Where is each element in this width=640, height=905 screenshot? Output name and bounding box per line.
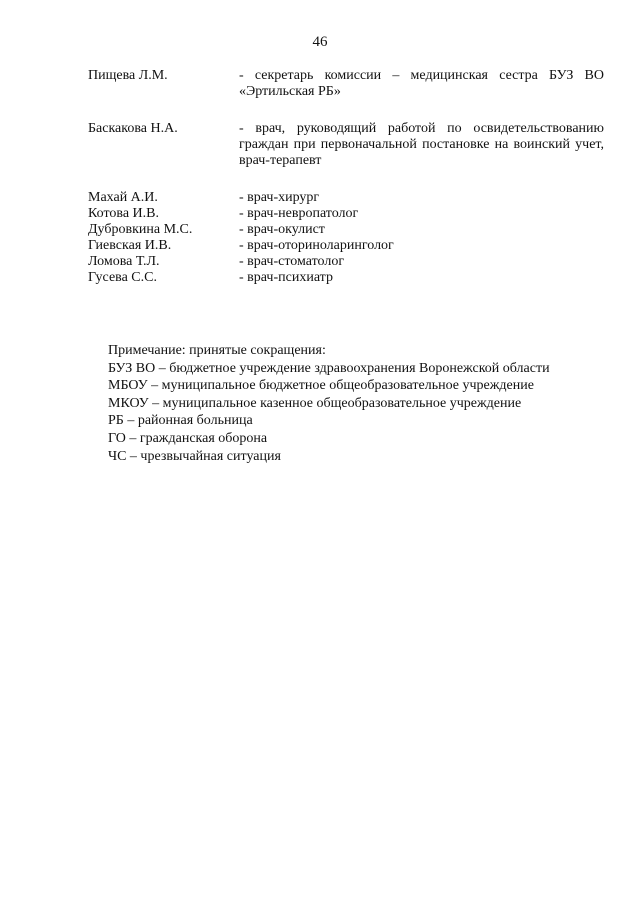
member-role: - врач, руководящий работой по освидетельствованию граждан при первоначальной постановке на воинский учет, врач-терапевт [239, 121, 604, 168]
abbreviations-note [108, 342, 578, 465]
member-row [88, 270, 604, 286]
member-name: Баскакова Н.А. [88, 121, 178, 136]
member-role: - врач-хирург [239, 190, 320, 205]
member-row [88, 190, 604, 206]
member-name: Гусева С.С. [88, 270, 157, 285]
member-role: - секретарь комиссии – медицинская сестра БУЗ ВО «Эртильская РБ» [239, 68, 604, 99]
abbreviation-item: БУЗ ВО – бюджетное учреждение здравоохранения Воронежской области [108, 360, 550, 376]
abbreviation-item: МКОУ – муниципальное казенное общеобразовательное учреждение [108, 395, 522, 411]
member-row [88, 121, 604, 169]
page-number: 46 [312, 34, 328, 50]
member-name: Дубровкина М.С. [88, 222, 193, 237]
note-heading: Примечание: принятые сокращения: [108, 343, 326, 358]
commission-members-list [88, 68, 604, 286]
member-row [88, 254, 604, 270]
member-row [88, 222, 604, 238]
member-name: Махай А.И. [88, 190, 158, 205]
member-row [88, 206, 604, 222]
member-name: Гиевская И.В. [88, 238, 172, 253]
member-role: - врач-оториноларинголог [239, 238, 394, 253]
member-role: - врач-психиатр [239, 270, 333, 285]
abbreviation-item: РБ – районная больница [108, 413, 253, 429]
member-name: Ломова Т.Л. [88, 254, 160, 269]
abbreviation-item: ГО – гражданская оборона [108, 430, 268, 446]
member-row [88, 238, 604, 254]
abbreviation-item: ЧС – чрезвычайная ситуация [108, 448, 281, 464]
member-role: - врач-невропатолог [239, 206, 359, 221]
member-name: Пищева Л.М. [88, 68, 168, 83]
member-role: - врач-стоматолог [239, 254, 345, 269]
member-role: - врач-окулист [239, 222, 325, 237]
member-row [88, 68, 604, 100]
member-name: Котова И.В. [88, 206, 159, 221]
abbreviation-item: МБОУ – муниципальное бюджетное общеобразовательное учреждение [108, 378, 534, 394]
